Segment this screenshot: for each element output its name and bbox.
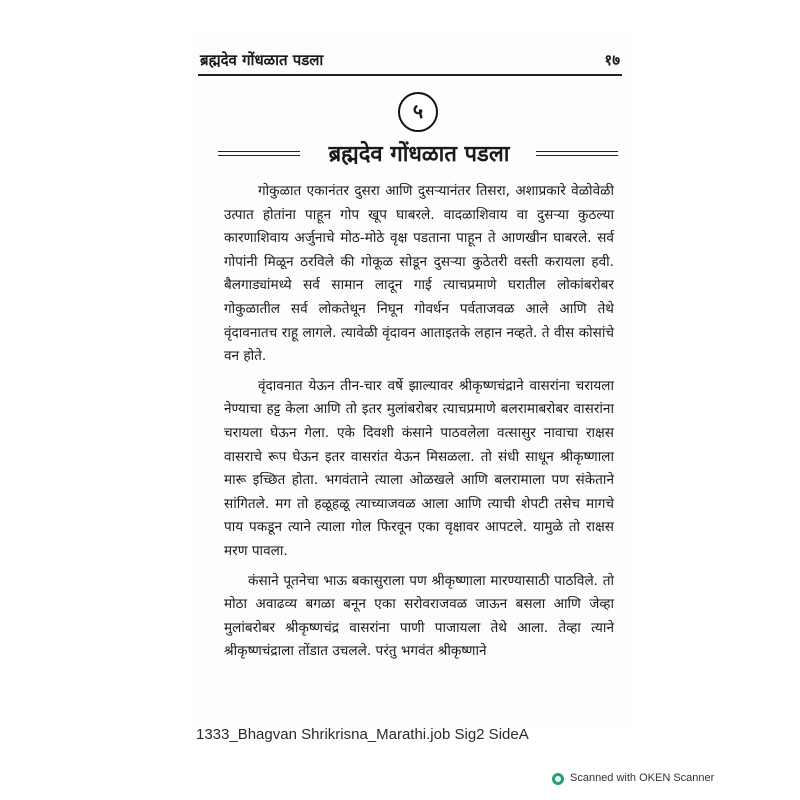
scanner-logo-icon <box>552 773 564 785</box>
paragraph: वृंदावनात येऊन तीन-चार वर्षे झाल्यावर श्रीकृष्णचंद्राने वासरांना चरायला नेण्याचा हट्ट केला आणि तो इतर मुलांबरोबर त्याचप्रमाणे बलरामाबरोबर वासरांना चरायला घेऊन गेला. एके दिवशी कंसाने पाठवलेला वत्सासुर नावाचा राक्षस वासराचे रूप घेऊन इतर वासरांत येऊन मिसळला. तो संधी साधून श्रीकृष्णाला मारू इच्छित होता. भगवंताने त्याला ओळखले आणि बलरामाला पण संकेताने सांगितले. मग तो हळूहळू त्याच्याजवळ आला आणि त्याची शेपटी तसेच मागचे पाय पकडून त्याने त्याला गोल फिरवून एका वृक्षावर आपटले. यामुळे तो राक्षस मरण पावला. <box>224 377 614 559</box>
page-number: १७ <box>604 51 620 69</box>
chapter-heading <box>218 138 618 168</box>
chapter-body <box>224 180 614 670</box>
heading-rule-left <box>218 151 300 156</box>
heading-rule-right <box>536 151 618 156</box>
scanner-text: Scanned with OKEN Scanner <box>570 772 715 784</box>
header-rule <box>198 74 622 76</box>
paragraph: कंसाने पूतनेचा भाऊ बकासुराला पण श्रीकृष्णाला मारण्यासाठी पाठविले. तो मोठा अवाढव्य बगळा बनून एका सरोवराजवळ जाऊन बसला आणि जेव्हा मुलांबरोबर श्रीकृष्णचंद्र वासरांना पाणी पाजायला तेथे आला. तेव्हा त्याने श्रीकृष्णचंद्राला तोंडात उचलले. परंतु भगवंत श्रीकृष्णाने <box>224 572 614 660</box>
chapter-number-badge: ५ <box>398 92 438 132</box>
running-head-title: ब्रह्मदेव गोंधळात पडला <box>200 51 324 69</box>
paragraph: गोकुळात एकानंतर दुसरा आणि दुसऱ्यानंतर तिसरा, अशाप्रकारे वेळोवेळी उत्पात होतांना पाहून गोप खूप घाबरले. वादळाशिवाय वा दुसऱ्या कुठल्या कारणाशिवाय अर्जुनाचे मोठ-मोठे वृक्ष पडताना पाहून ते आणखीन घाबरले. सर्व गोपांनी मिळून ठरविले की गोकूळ सोडून दुसऱ्या कुठेतरी वस्ती करायला हवी. बैलगाड्यांमध्ये सर्व सामान लादून गाई त्याचप्रमाणे घरातील लोकांबरोबर गोकुळातील सर्व लोकतेथून निघून गोवर्धन पर्वताजवळ आले आणि तेथे वृंदावनातच राहू लागले. त्यावेळी वृंदावन आताइतके लहान नव्हते. ते वीस कोसांचे वन होते. <box>224 183 614 365</box>
chapter-title: ब्रह्मदेव गोंधळात पडला <box>328 142 510 167</box>
print-job-label: 1333_Bhagvan Shrikrisna_Marathi.job Sig2 SideA <box>196 726 529 743</box>
running-header <box>200 48 620 72</box>
